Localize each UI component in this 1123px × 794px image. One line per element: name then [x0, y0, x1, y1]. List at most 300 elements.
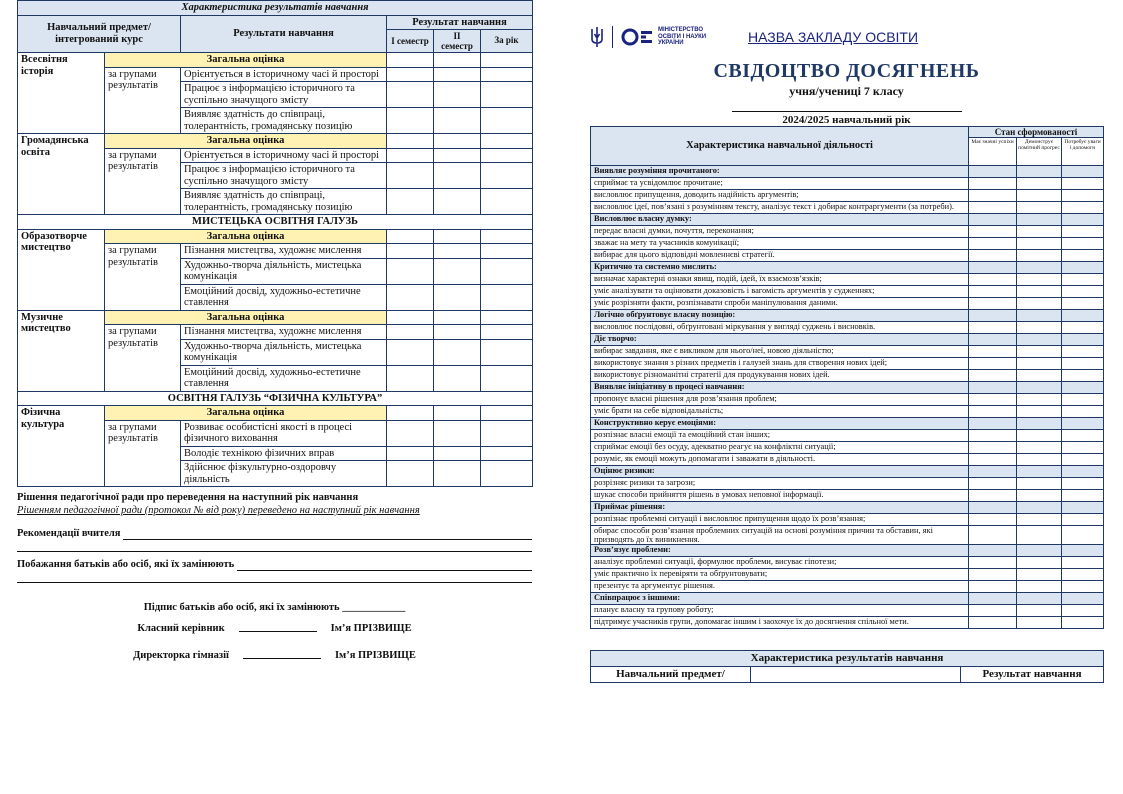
skill-text: сприймає та усвідомлює прочитане;: [591, 178, 969, 190]
grade-cell[interactable]: [481, 339, 533, 365]
subject-name: Всесвітня історія: [18, 53, 105, 134]
skill-text: використовує знання з різних предметів і галузей знань для створення нових ідей;: [591, 358, 969, 370]
state-cell[interactable]: [1062, 581, 1104, 593]
skill-text: висловлює ідеї, пов’язані з розумінням тексту, аналізує текст і добирає контраргументи (за потреби).: [591, 202, 969, 214]
teacher-recommendations[interactable]: [17, 527, 532, 540]
skill-text: розпізнає проблемні ситуації і висловлює припущення щодо їх розв’язання;: [591, 514, 969, 526]
grade-cell[interactable]: [481, 244, 533, 259]
state-cell[interactable]: [969, 346, 1017, 358]
skill-text: уміє аналізувати та оцінювати доказовість і вагомість аргументів у судженнях;: [591, 286, 969, 298]
state-cell[interactable]: [1062, 557, 1104, 569]
trident-icon: [590, 26, 604, 48]
class-teacher-signature: [17, 622, 532, 635]
state-cell[interactable]: [1017, 442, 1062, 454]
state-cell[interactable]: [1062, 190, 1104, 202]
bottom-result-header: Результат навчання: [961, 667, 1104, 683]
grade-cell[interactable]: [387, 284, 434, 310]
grade-cell[interactable]: [481, 325, 533, 340]
grade-cell[interactable]: [434, 229, 481, 244]
state-cell[interactable]: [1017, 569, 1062, 581]
grade-cell[interactable]: [434, 148, 481, 163]
skill-group-row: [591, 545, 1104, 557]
certificate-title: СВІДОЦТВО ДОСЯГНЕНЬ: [713, 60, 980, 82]
state-cell[interactable]: [969, 454, 1017, 466]
skill-group-title: Діє творчо:: [591, 334, 969, 346]
grade-cell[interactable]: [481, 163, 533, 189]
table-title: Характеристика результатів навчання: [18, 1, 533, 16]
state-cell[interactable]: [1017, 466, 1062, 478]
state-cell[interactable]: [1062, 274, 1104, 286]
director-label: Директорка гімназії: [133, 650, 229, 661]
skill-row: [591, 370, 1104, 382]
skill-group-row: [591, 466, 1104, 478]
state-cell[interactable]: [969, 569, 1017, 581]
state-cell[interactable]: [969, 581, 1017, 593]
state-cell[interactable]: [969, 322, 1017, 334]
skill-row: [591, 394, 1104, 406]
state-cell[interactable]: [1062, 526, 1104, 545]
state-cell[interactable]: [969, 466, 1017, 478]
state-cell[interactable]: [1017, 526, 1062, 545]
grade-cell[interactable]: [387, 67, 434, 82]
state-cell[interactable]: [1062, 310, 1104, 322]
state-cell[interactable]: [1017, 557, 1062, 569]
grade-cell[interactable]: [387, 134, 434, 149]
section-title: ОСВІТНЯ ГАЛУЗЬ “ФІЗИЧНА КУЛЬТУРА”: [18, 391, 533, 406]
grade-cell[interactable]: [434, 420, 481, 446]
subject-row: [18, 53, 533, 68]
skill-group-row: [591, 310, 1104, 322]
state-cell[interactable]: [969, 382, 1017, 394]
grade-cell[interactable]: [434, 244, 481, 259]
skill-row: [591, 202, 1104, 214]
state-cell[interactable]: [969, 442, 1017, 454]
skill-group-row: [591, 262, 1104, 274]
state-cell[interactable]: [1017, 406, 1062, 418]
state-cell[interactable]: [1062, 382, 1104, 394]
state-cell[interactable]: [969, 190, 1017, 202]
subject-row: [18, 229, 533, 244]
skill-text: визначає характерні ознаки явищ, подій, ідей, їх взаємозв’язків;: [591, 274, 969, 286]
grade-cell[interactable]: [481, 446, 533, 461]
state-cell[interactable]: [1017, 382, 1062, 394]
state-cell[interactable]: [969, 274, 1017, 286]
state-cell[interactable]: [1062, 502, 1104, 514]
skill-text: вибирає завдання, яке є викликом для нього/неї, новою діяльністю;: [591, 346, 969, 358]
grade-cell[interactable]: [434, 189, 481, 215]
state-cell[interactable]: [1017, 394, 1062, 406]
skill-text: підтримує учасників групи, допомагає іншим і заохочує їх до досягнення спільної мети.: [591, 617, 969, 629]
state-cell[interactable]: [1062, 202, 1104, 214]
skill-group-row: [591, 382, 1104, 394]
state-cell[interactable]: [969, 250, 1017, 262]
state-cell[interactable]: [1017, 238, 1062, 250]
state-cell[interactable]: [1017, 286, 1062, 298]
state-cell[interactable]: [1062, 358, 1104, 370]
skill-text: висловлює припущення, доводить надійність аргументів;: [591, 190, 969, 202]
state-cell[interactable]: [1017, 593, 1062, 605]
state-cell[interactable]: [969, 514, 1017, 526]
skill-row: [591, 298, 1104, 310]
state-cell[interactable]: [969, 310, 1017, 322]
state-cell[interactable]: [969, 406, 1017, 418]
skill-row: [591, 178, 1104, 190]
grade-cell[interactable]: [387, 365, 434, 391]
state-cell[interactable]: [1017, 545, 1062, 557]
skill-group-title: Конструктивно керує емоціями:: [591, 418, 969, 430]
state-cell[interactable]: [969, 617, 1017, 629]
result-text: Виявляє здатність до співпраці, толерантність, громадянську позицію: [181, 189, 387, 215]
skill-row: [591, 274, 1104, 286]
state-cell[interactable]: [1017, 310, 1062, 322]
col-subject-header: Навчальний предмет/ інтегрований курс: [18, 15, 181, 53]
grade-cell[interactable]: [434, 365, 481, 391]
result-text: Виявляє здатність до співпраці, толерантність, громадянську позицію: [181, 108, 387, 134]
teacher-rec-line: [123, 530, 532, 540]
result-text: Емоційний досвід, художньо-естетичне ставлення: [181, 365, 387, 391]
state-cell[interactable]: [1062, 346, 1104, 358]
grade-cell[interactable]: [434, 446, 481, 461]
blank-line: [17, 571, 532, 583]
decision-title: Рішення педагогічної ради про переведення на наступний рік навчання: [17, 492, 359, 503]
state-cell[interactable]: [969, 166, 1017, 178]
group-label: за групами результатів: [105, 325, 181, 392]
state-cell[interactable]: [1062, 166, 1104, 178]
signature-line[interactable]: [243, 649, 321, 659]
skill-row: [591, 238, 1104, 250]
state-cell[interactable]: [1017, 490, 1062, 502]
result-text: Пізнання мистецтва, художнє мислення: [181, 325, 387, 340]
result-text: Емоційний досвід, художньо-естетичне ставлення: [181, 284, 387, 310]
state-cell[interactable]: [969, 262, 1017, 274]
state-cell[interactable]: [1062, 370, 1104, 382]
sem1-header: I семестр: [387, 30, 434, 53]
grade-cell[interactable]: [387, 244, 434, 259]
grade-cell[interactable]: [387, 420, 434, 446]
notes-section: [17, 491, 532, 662]
state-cell[interactable]: [1062, 178, 1104, 190]
state-cell[interactable]: [1062, 418, 1104, 430]
state-cell[interactable]: [969, 430, 1017, 442]
result-text: Володіє технікою фізичних вправ: [181, 446, 387, 461]
grade-cell[interactable]: [434, 406, 481, 421]
skill-row: [591, 569, 1104, 581]
skill-group-row: [591, 166, 1104, 178]
state-cell[interactable]: [969, 286, 1017, 298]
skill-text: презентує та аргументує рішення.: [591, 581, 969, 593]
grade-cell[interactable]: [481, 420, 533, 446]
grade-cell[interactable]: [481, 365, 533, 391]
state-cell[interactable]: [969, 238, 1017, 250]
state-cell[interactable]: [969, 593, 1017, 605]
state-cell[interactable]: [1017, 454, 1062, 466]
skill-row: [591, 346, 1104, 358]
grade-cell[interactable]: [434, 284, 481, 310]
grade-cell[interactable]: [387, 108, 434, 134]
grade-cell[interactable]: [434, 163, 481, 189]
grade-cell[interactable]: [481, 67, 533, 82]
grade-cell[interactable]: [387, 148, 434, 163]
grade-cell[interactable]: [434, 339, 481, 365]
skills-body: [591, 166, 1104, 629]
skill-row: [591, 430, 1104, 442]
header-row: [590, 20, 1103, 54]
skill-row: [591, 406, 1104, 418]
state-cell[interactable]: [1062, 262, 1104, 274]
state-cell[interactable]: [1062, 514, 1104, 526]
skill-group-title: Виявляє розуміння прочитаного:: [591, 166, 969, 178]
state-cell[interactable]: [1017, 370, 1062, 382]
student-name-line[interactable]: [732, 111, 962, 112]
skill-group-title: Співпрацює з іншими:: [591, 593, 969, 605]
general-grade-label: Загальна оцінка: [105, 53, 387, 68]
ministry-logo-icon: [621, 28, 655, 46]
general-grade-label: Загальна оцінка: [105, 229, 387, 244]
state-cell[interactable]: [969, 334, 1017, 346]
grade-cell[interactable]: [387, 258, 434, 284]
parents-wishes[interactable]: [17, 558, 532, 571]
grade-cell[interactable]: [434, 108, 481, 134]
state-cell[interactable]: [969, 490, 1017, 502]
skill-group-row: [591, 593, 1104, 605]
skill-group-title: Приймає рішення:: [591, 502, 969, 514]
grade-cell[interactable]: [387, 163, 434, 189]
skill-group-row: [591, 214, 1104, 226]
state-cell[interactable]: [1017, 214, 1062, 226]
grade-cell[interactable]: [481, 258, 533, 284]
grade-cell[interactable]: [387, 446, 434, 461]
skill-row: [591, 322, 1104, 334]
subject-row: [18, 406, 533, 421]
state-cell[interactable]: [1017, 334, 1062, 346]
skill-group-title: Висловлює власну думку:: [591, 214, 969, 226]
group-label: за групами результатів: [105, 420, 181, 487]
result-text: Художньо-творча діяльність, мистецька комунікація: [181, 258, 387, 284]
grade-cell[interactable]: [387, 461, 434, 487]
grade-cell[interactable]: [481, 229, 533, 244]
state-cell[interactable]: [1062, 593, 1104, 605]
right-page: [590, 0, 1103, 794]
state-cell[interactable]: [1062, 442, 1104, 454]
state-cell[interactable]: [1017, 166, 1062, 178]
grade-cell[interactable]: [434, 310, 481, 325]
result-text: Працює з інформацією історичного та суспільно значущого змісту: [181, 82, 387, 108]
state-cell[interactable]: [969, 394, 1017, 406]
subject-row: [18, 310, 533, 325]
grade-cell[interactable]: [481, 284, 533, 310]
grade-cell[interactable]: [434, 53, 481, 68]
state-cell[interactable]: [969, 370, 1017, 382]
decision-text: Рішенням педагогічної ради (протокол № від року) переведено на наступний рік навчання: [17, 505, 420, 516]
grade-cell[interactable]: [434, 67, 481, 82]
subjects-body: [18, 53, 533, 487]
subject-name: Музичне мистецтво: [18, 310, 105, 391]
state-cell[interactable]: [1017, 418, 1062, 430]
state-cell[interactable]: [1062, 226, 1104, 238]
grade-cell[interactable]: [481, 134, 533, 149]
result-text: Пізнання мистецтва, художнє мислення: [181, 244, 387, 259]
parents-wish-label: Побажання батьків або осіб, які їх замінюють: [17, 559, 235, 570]
result-text: Працює з інформацією історичного та суспільно значущого змісту: [181, 163, 387, 189]
school-name: НАЗВА ЗАКЛАДУ ОСВІТИ: [748, 29, 919, 45]
state-cell[interactable]: [969, 605, 1017, 617]
grade-cell[interactable]: [481, 82, 533, 108]
skill-row: [591, 226, 1104, 238]
result-text: Здійснює фізкультурно-оздоровчу діяльність: [181, 461, 387, 487]
section-title: МИСТЕЦЬКА ОСВІТНЯ ГАЛУЗЬ: [18, 215, 533, 230]
state-cell[interactable]: [1062, 545, 1104, 557]
state-cell[interactable]: [1017, 581, 1062, 593]
section-row: [18, 391, 533, 406]
academic-year: 2024/2025 навчальний рік: [782, 114, 911, 126]
state-cell[interactable]: [969, 214, 1017, 226]
grade-cell[interactable]: [481, 189, 533, 215]
grade-cell[interactable]: [481, 310, 533, 325]
state-cell[interactable]: [1017, 250, 1062, 262]
skill-group-row: [591, 502, 1104, 514]
state-cell[interactable]: [1017, 502, 1062, 514]
year-header: За рік: [481, 30, 533, 53]
grade-cell[interactable]: [481, 461, 533, 487]
skill-group-title: Розв’язує проблеми:: [591, 545, 969, 557]
state-cell[interactable]: [1062, 466, 1104, 478]
state-cell[interactable]: [969, 226, 1017, 238]
state-cell[interactable]: [1062, 569, 1104, 581]
state-cell[interactable]: [969, 418, 1017, 430]
grade-cell[interactable]: [481, 148, 533, 163]
skill-text: уміє практично їх перевіряти та обґрунтовувати;: [591, 569, 969, 581]
result-text: Орієнтується в історичному часі й просторі: [181, 148, 387, 163]
certificate-subtitle: учня/учениці 7 класу: [789, 84, 904, 98]
state-cell[interactable]: [1017, 202, 1062, 214]
state-cell[interactable]: [1062, 250, 1104, 262]
grade-cell[interactable]: [434, 258, 481, 284]
state-cell[interactable]: [1017, 605, 1062, 617]
state-cell[interactable]: [1017, 322, 1062, 334]
state-cell[interactable]: [969, 478, 1017, 490]
skill-text: уміє брати на себе відповідальність;: [591, 406, 969, 418]
state-cell[interactable]: [1017, 478, 1062, 490]
grade-cell[interactable]: [387, 82, 434, 108]
skill-row: [591, 514, 1104, 526]
state-cell[interactable]: [1062, 478, 1104, 490]
director-signature: [17, 649, 532, 662]
skill-group-row: [591, 334, 1104, 346]
state-cell[interactable]: [1062, 454, 1104, 466]
state-cell[interactable]: [1017, 617, 1062, 629]
state-cell[interactable]: [969, 557, 1017, 569]
skill-text: аналізує проблемні ситуації, формулює проблеми, висуває гіпотези;: [591, 557, 969, 569]
state-cell[interactable]: [1062, 214, 1104, 226]
general-grade-label: Загальна оцінка: [105, 134, 387, 149]
grade-cell[interactable]: [481, 53, 533, 68]
left-page: [17, 0, 532, 794]
state-cell[interactable]: [969, 298, 1017, 310]
state-cell[interactable]: [1017, 178, 1062, 190]
state-cell[interactable]: [1062, 298, 1104, 310]
state-cell[interactable]: [1062, 490, 1104, 502]
state-cell[interactable]: [1062, 238, 1104, 250]
state-cell[interactable]: [1017, 274, 1062, 286]
logo-divider: [612, 26, 613, 48]
state-cell[interactable]: [1062, 406, 1104, 418]
state-cell[interactable]: [1062, 334, 1104, 346]
skill-group-row: [591, 418, 1104, 430]
achievements-table: [590, 126, 1104, 629]
skill-text: пропонує власні рішення для розв’язання проблем;: [591, 394, 969, 406]
ministry-name: МІНІСТЕРСТВО ОСВІТИ І НАУКИ УКРАЇНИ: [658, 27, 707, 47]
skill-text: сприймає емоції без осуду, адекватно реагує на конфліктні ситуації;: [591, 442, 969, 454]
general-grade-label: Загальна оцінка: [105, 406, 387, 421]
state-cell[interactable]: [969, 545, 1017, 557]
skill-row: [591, 490, 1104, 502]
state-col-progress: Демонструє помітний прогрес: [1017, 138, 1062, 166]
state-cell[interactable]: [1017, 514, 1062, 526]
skill-text: розпізнає власні емоції та емоційний стан інших;: [591, 430, 969, 442]
general-grade-label: Загальна оцінка: [105, 310, 387, 325]
state-cell[interactable]: [1062, 286, 1104, 298]
grade-cell[interactable]: [387, 406, 434, 421]
grade-cell[interactable]: [387, 310, 434, 325]
state-cell[interactable]: [969, 202, 1017, 214]
grade-cell[interactable]: [387, 189, 434, 215]
grade-cell[interactable]: [434, 82, 481, 108]
grade-cell[interactable]: [387, 325, 434, 340]
state-cell[interactable]: [1062, 605, 1104, 617]
skill-text: розрізняє ризики та загрози;: [591, 478, 969, 490]
result-text: Художньо-творча діяльність, мистецька комунікація: [181, 339, 387, 365]
signature-line[interactable]: [239, 622, 317, 632]
blank-line: [17, 540, 532, 552]
grade-cell[interactable]: [387, 339, 434, 365]
grade-cell[interactable]: [481, 406, 533, 421]
section-row: [18, 215, 533, 230]
state-cell[interactable]: [1017, 262, 1062, 274]
grade-cell[interactable]: [481, 108, 533, 134]
state-cell[interactable]: [969, 358, 1017, 370]
learning-results-table: [17, 0, 533, 487]
skill-text: висловлює послідовні, обґрунтовані міркування у вигляді суджень і висновків.: [591, 322, 969, 334]
state-cell[interactable]: [1062, 322, 1104, 334]
state-cell[interactable]: [1017, 226, 1062, 238]
subject-name: Фізична культура: [18, 406, 105, 487]
state-cell[interactable]: [1017, 430, 1062, 442]
skill-row: [591, 358, 1104, 370]
state-cell[interactable]: [969, 526, 1017, 545]
state-cell[interactable]: [1062, 617, 1104, 629]
state-cell[interactable]: [1062, 394, 1104, 406]
state-cell[interactable]: [1062, 430, 1104, 442]
skill-text: шукає способи прийняття рішень в умовах неповної інформації.: [591, 490, 969, 502]
skill-text: обирає способи розв’язання проблемних ситуацій на основі розуміння причин та обставин, які призводять до їх виникнення.: [591, 526, 969, 545]
result-text: Розвиває особистісні якості в процесі фізичного виховання: [181, 420, 387, 446]
grade-cell[interactable]: [434, 461, 481, 487]
state-cell[interactable]: [1017, 346, 1062, 358]
skill-text: передає власні думки, почуття, переконання;: [591, 226, 969, 238]
grade-cell[interactable]: [434, 134, 481, 149]
state-cell[interactable]: [969, 502, 1017, 514]
state-cell[interactable]: [969, 178, 1017, 190]
col-outcome-header: Результат навчання: [387, 15, 533, 30]
grade-cell[interactable]: [387, 53, 434, 68]
grade-cell[interactable]: [434, 325, 481, 340]
bottom-subject-header: Навчальний предмет/: [591, 667, 751, 683]
state-cell[interactable]: [1017, 298, 1062, 310]
state-cell[interactable]: [1017, 358, 1062, 370]
state-cell[interactable]: [1017, 190, 1062, 202]
skill-group-title: Критично та системно мислить:: [591, 262, 969, 274]
grade-cell[interactable]: [387, 229, 434, 244]
